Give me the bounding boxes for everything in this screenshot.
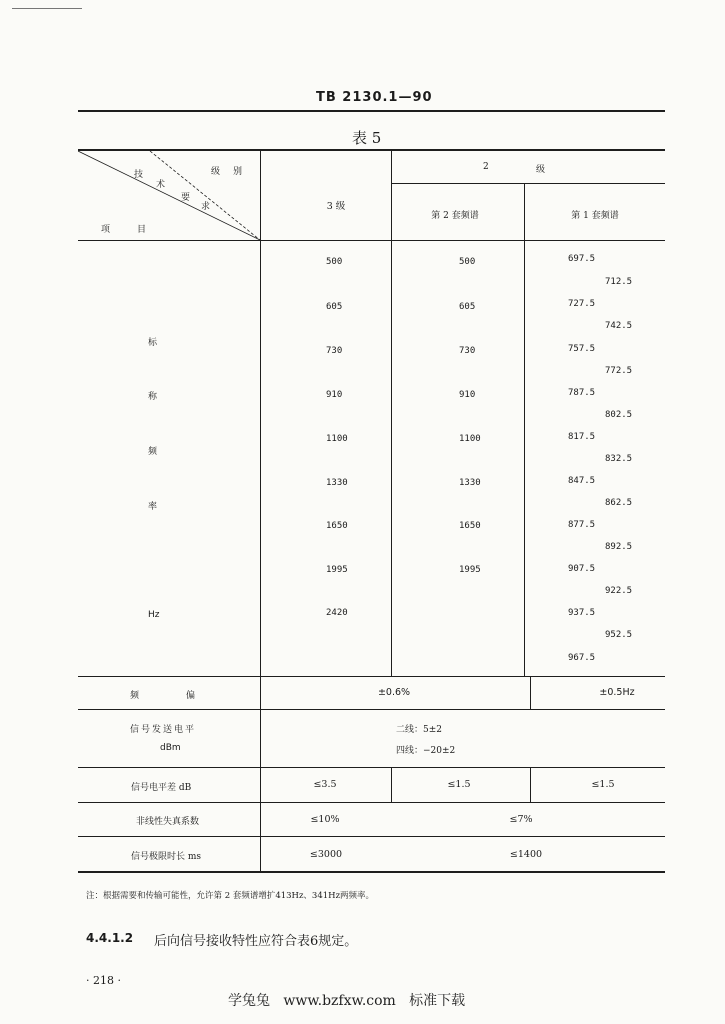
s1-freq-14: 892.5: [605, 542, 633, 552]
col-rule-diff-b: [530, 767, 531, 802]
freq-unit: Hz: [148, 610, 160, 620]
deviation-label-b: 偏: [186, 691, 196, 701]
corner-word-2: 术: [156, 180, 166, 190]
corner-level-2: 别: [233, 167, 243, 177]
freq-label-3: 频: [148, 447, 158, 457]
corner-word-4: 求: [201, 202, 211, 212]
s2-freq-2: 605: [459, 302, 476, 312]
level-diff-s1: ≤1.5: [591, 779, 615, 790]
corner-word-1: 技: [134, 170, 144, 180]
freq-bottom-rule: [78, 676, 665, 677]
send-level-2wire: 二线：5±2: [396, 725, 442, 735]
s1-freq-6: 772.5: [605, 366, 633, 376]
s1-freq-15: 907.5: [568, 564, 596, 574]
s1-freq-3: 727.5: [568, 299, 596, 309]
corner-item-2: 目: [137, 225, 147, 235]
level-diff-g3: ≤3.5: [313, 779, 337, 790]
header-rule: [78, 110, 665, 112]
level-diff-s2: ≤1.5: [447, 779, 471, 790]
send-bottom-rule: [78, 767, 665, 768]
s1-freq-4: 742.5: [605, 321, 633, 331]
grade2-divider: [391, 183, 665, 184]
level-diff-label: 信号电平差 dB: [131, 783, 192, 793]
g3-freq-4: 910: [326, 390, 343, 400]
nonlin-bottom-rule: [78, 836, 665, 837]
watermark: 学兔兔 www.bzfxw.com 标准下载: [228, 993, 466, 1009]
col-rule-3: [524, 183, 525, 676]
corner-word-3: 要: [181, 193, 191, 203]
deviation-label-a: 频: [130, 691, 140, 701]
s2-freq-5: 1100: [459, 434, 481, 444]
g3-freq-5: 1100: [326, 434, 348, 444]
s1-freq-17: 937.5: [568, 608, 596, 618]
nonlinear-label: 非线性失真系数: [136, 817, 200, 827]
corner-level-1: 级: [211, 167, 221, 177]
g3-freq-9: 2420: [326, 608, 348, 618]
s1-freq-16: 922.5: [605, 586, 633, 596]
standard-number: TB 2130.1—90: [316, 90, 433, 105]
s1-freq-12: 862.5: [605, 498, 633, 508]
set2-header: 第 2 套频谱: [431, 211, 479, 221]
grade2-header-unit: 级: [536, 165, 546, 175]
send-level-unit: dBm: [160, 743, 181, 753]
g3-freq-1: 500: [326, 257, 343, 267]
s1-freq-1: 697.5: [568, 254, 596, 264]
set1-header: 第 1 套频谱: [571, 211, 619, 221]
g3-freq-2: 605: [326, 302, 343, 312]
s1-freq-8: 802.5: [605, 410, 633, 420]
min-time-g3: ≤3000: [309, 849, 343, 860]
col-rule-1: [260, 151, 261, 871]
table-bottom-rule: [78, 871, 665, 873]
col-rule-2: [391, 151, 392, 676]
s1-freq-11: 847.5: [568, 476, 596, 486]
nonlinear-g3: ≤10%: [310, 814, 340, 825]
dev-bottom-rule: [78, 709, 665, 710]
s1-freq-5: 757.5: [568, 344, 596, 354]
deviation-left: ±0.6%: [377, 687, 411, 698]
deviation-right: ±0.5Hz: [599, 687, 635, 698]
s1-freq-18: 952.5: [605, 630, 633, 640]
s1-freq-13: 877.5: [568, 520, 596, 530]
s2-freq-7: 1650: [459, 521, 481, 531]
top-short-rule: [12, 8, 82, 9]
g3-freq-8: 1995: [326, 565, 348, 575]
clause-number: 4.4.1.2: [86, 931, 134, 945]
table-title: 表 5: [352, 129, 382, 147]
grade2-header: 2: [483, 162, 489, 172]
s2-freq-3: 730: [459, 346, 476, 356]
s1-freq-10: 832.5: [605, 454, 633, 464]
col-rule-diff-a: [391, 767, 392, 802]
s1-freq-2: 712.5: [605, 277, 633, 287]
send-level-4wire: 四线：−20±2: [396, 746, 456, 756]
s1-freq-19: 967.5: [568, 653, 596, 663]
diff-bottom-rule: [78, 802, 665, 803]
header-bottom-rule: [78, 240, 665, 241]
send-level-label: 信号发送电平: [130, 725, 197, 735]
col-rule-dev: [530, 676, 531, 709]
s2-freq-6: 1330: [459, 478, 481, 488]
s1-freq-7: 787.5: [568, 388, 596, 398]
corner-item-1: 项: [101, 225, 111, 235]
g3-freq-7: 1650: [326, 521, 348, 531]
freq-label-2: 称: [148, 392, 158, 402]
min-time-label: 信号极限时长 ms: [131, 852, 202, 862]
s1-freq-9: 817.5: [568, 432, 596, 442]
s2-freq-4: 910: [459, 390, 476, 400]
g3-freq-3: 730: [326, 346, 343, 356]
nonlinear-g2: ≤7%: [509, 814, 533, 825]
freq-label-4: 率: [148, 502, 158, 512]
page-number: · 218 ·: [86, 974, 121, 987]
grade3-header: 3 级: [326, 201, 346, 212]
min-time-g2: ≤1400: [509, 849, 543, 860]
s2-freq-1: 500: [459, 257, 476, 267]
g3-freq-6: 1330: [326, 478, 348, 488]
clause-text: 后向信号接收特性应符合表6规定。: [154, 934, 358, 949]
s2-freq-8: 1995: [459, 565, 481, 575]
table-note: 注：根据需要和传输可能性，允许第 2 套频谱增扩413Hz、341Hz两频率。: [86, 891, 375, 901]
freq-label-1: 标: [148, 338, 158, 348]
